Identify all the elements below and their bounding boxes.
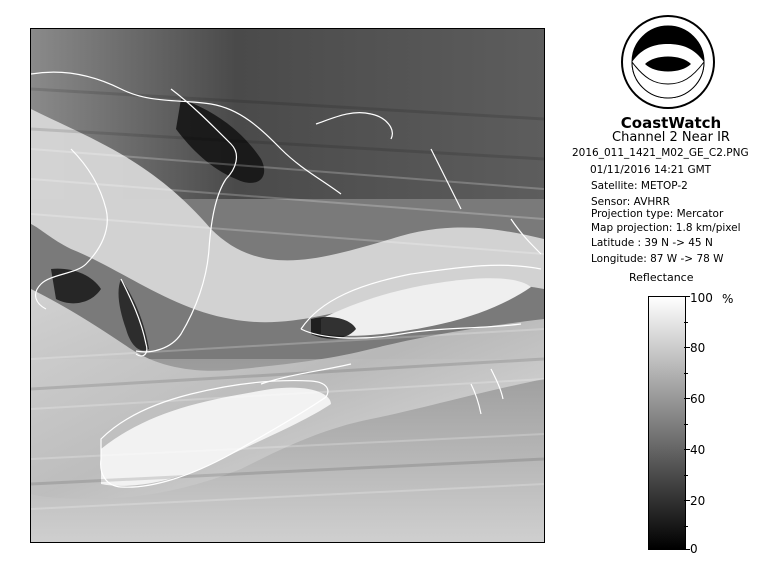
colorbar-label-40: 40 xyxy=(690,443,706,457)
colorbar-label-80: 80 xyxy=(690,341,706,355)
colorbar-minor-tick xyxy=(684,475,688,476)
channel-label: Channel 2 Near IR xyxy=(612,130,730,145)
legend-panel xyxy=(560,0,782,572)
sensor-info: Sensor: AVHRR xyxy=(591,196,670,208)
brand-title: CoastWatch xyxy=(620,114,722,132)
longitude-range: Longitude: 87 W -> 78 W xyxy=(591,253,724,265)
colorbar-label-100: 100 xyxy=(690,291,713,305)
colorbar-label-0: 0 xyxy=(690,542,698,556)
legend-title: Reflectance xyxy=(629,271,694,284)
satellite-info: Satellite: METOP-2 xyxy=(591,180,688,192)
satellite-image-frame xyxy=(30,28,545,543)
satellite-image xyxy=(31,29,544,542)
image-datetime: 01/11/2016 14:21 GMT xyxy=(590,164,712,176)
projection-type: Projection type: Mercator xyxy=(591,208,724,220)
noaa-logo xyxy=(620,14,716,110)
colorbar-minor-tick xyxy=(684,322,688,323)
colorbar-label-20: 20 xyxy=(690,494,706,508)
image-filename: 2016_011_1421_M02_GE_C2.PNG xyxy=(572,147,749,159)
map-projection: Map projection: 1.8 km/pixel xyxy=(591,222,741,234)
colorbar-minor-tick xyxy=(684,373,688,374)
legend-unit: % xyxy=(722,292,734,306)
colorbar-minor-tick xyxy=(684,424,688,425)
colorbar-minor-tick xyxy=(684,526,688,527)
colorbar xyxy=(648,296,686,550)
colorbar-label-60: 60 xyxy=(690,392,706,406)
latitude-range: Latitude : 39 N -> 45 N xyxy=(591,237,713,249)
